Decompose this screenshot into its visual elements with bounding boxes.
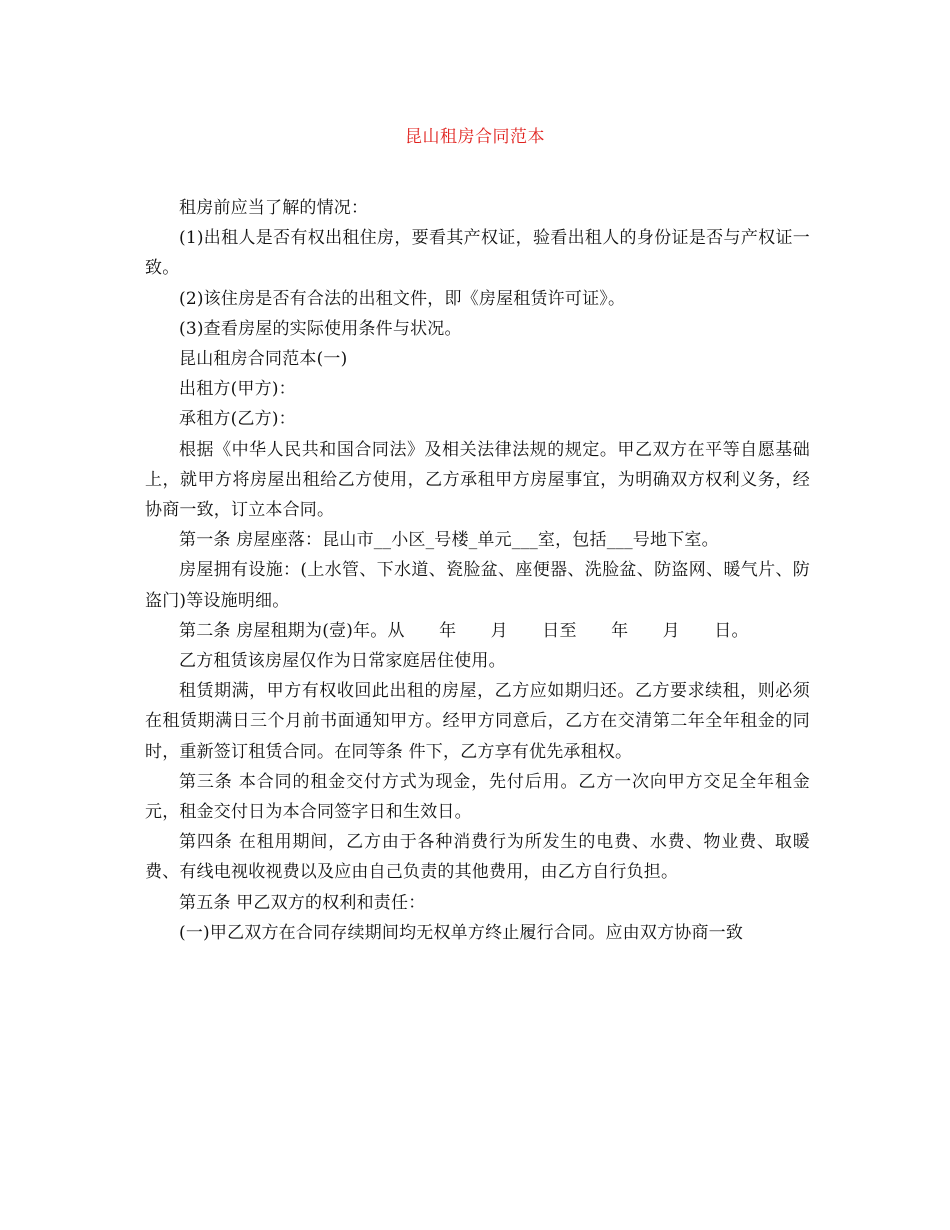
paragraph: 昆山租房合同范本(一) [179, 349, 348, 370]
paragraph: 根据《中华人民共和国合同法》及相关法律法规的规定。甲乙双方在平等自愿基础上，就甲方将房屋出租给乙方使用，乙方承租甲方房屋事宜，为明确双方权利义务，经协商一致，订立本合同。 [145, 439, 810, 521]
paragraph: 出租方(甲方)： [179, 379, 296, 400]
document-title: 昆山租房合同范本 [405, 127, 545, 147]
paragraph: (一)甲乙双方在合同存续期间均无权单方终止履行合同。应由双方协商一致 [179, 922, 744, 943]
paragraph: (1)出租人是否有权出租住房，要看其产权证，验看出租人的身份证是否与产权证一致。 [145, 228, 810, 279]
paragraph: 乙方租赁该房屋仅作为日常家庭居住使用。 [179, 651, 506, 672]
paragraph: 第五条 甲乙双方的权利和责任： [179, 892, 426, 913]
paragraph: 租赁期满，甲方有权收回此出租的房屋，乙方应如期归还。乙方要求续租，则必须在租赁期满日三个月前书面通知甲方。经甲方同意后，乙方在交清第二年全年租金的同时，重新签订租赁合同。在同等条 件下，乙方享有优先承租权。 [145, 681, 810, 762]
paragraph: 房屋拥有设施：(上水管、下水道、瓷脸盆、座便器、洗脸盆、防盗网、暖气片、防盗门)等设施明细。 [145, 560, 810, 611]
paragraph: 第四条 在租用期间，乙方由于各种消费行为所发生的电费、水费、物业费、取暖费、有线电视收视费以及应由自己负责的其他费用，由乙方自行负担。 [145, 832, 810, 883]
paragraph: 第一条 房屋座落：昆山市__小区_号楼_单元___室，包括___号地下室。 [179, 530, 719, 551]
paragraph: (3)查看房屋的实际使用条件与状况。 [179, 318, 462, 339]
paragraph: (2)该住房是否有合法的出租文件，即《房屋租赁许可证》。 [179, 288, 626, 309]
document-body [145, 193, 810, 948]
paragraph: 承租方(乙方)： [179, 409, 296, 430]
paragraph: 第三条 本合同的租金交付方式为现金，先付后用。乙方一次向甲方交足全年租金元，租金交付日为本合同签字日和生效日。 [145, 771, 810, 823]
paragraph: 租房前应当了解的情况： [179, 198, 369, 218]
paragraph: 第二条 房屋租期为(壹)年。从 年 月 日至 年 月 日。 [179, 620, 749, 641]
